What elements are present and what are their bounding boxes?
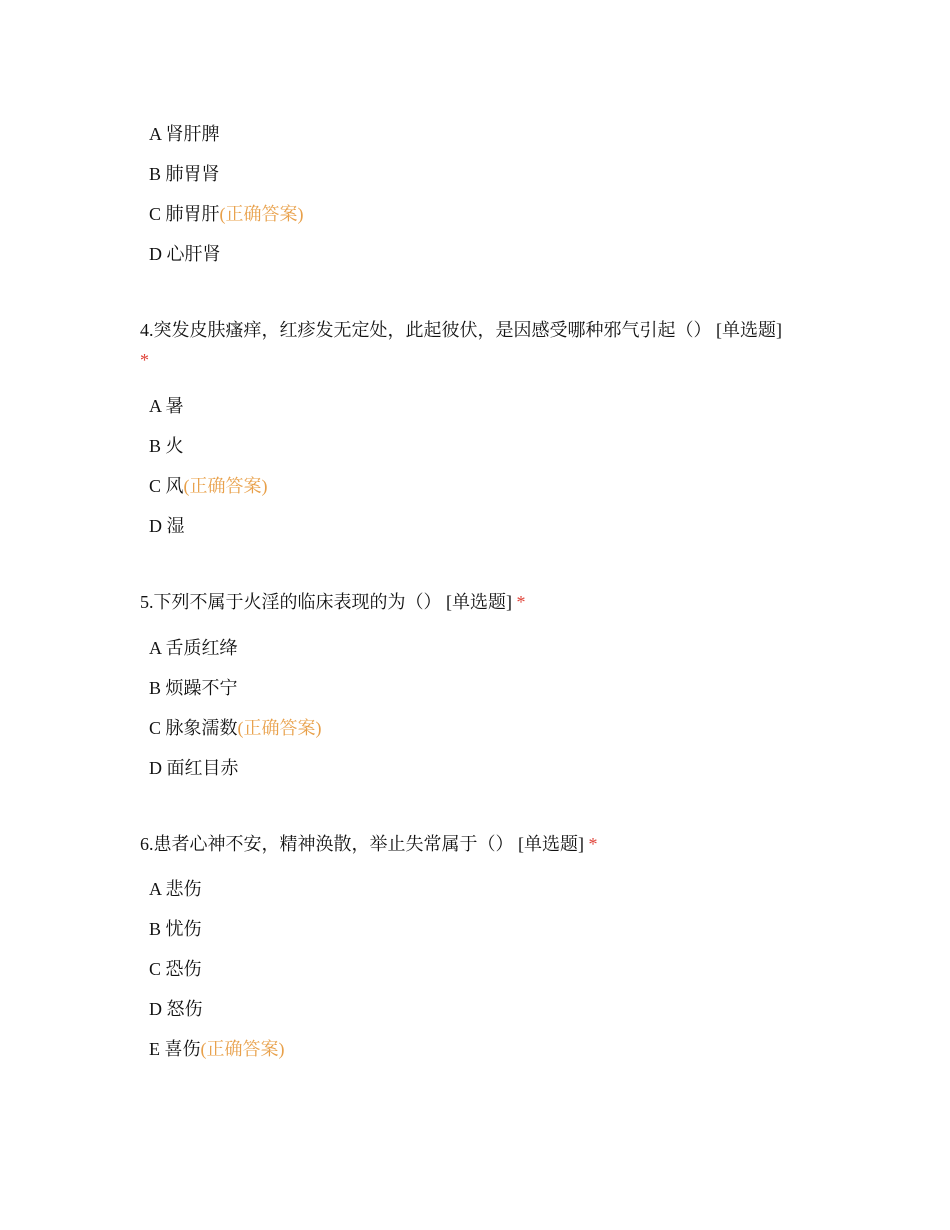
question-text: 6.患者心神不安，精神涣散，举止失常属于（） [单选题]	[140, 834, 584, 854]
correct-answer-tag: (正确答案)	[200, 1039, 285, 1059]
option-letter: B	[149, 436, 162, 456]
q3-option-d	[149, 234, 749, 274]
q6-option-c	[149, 949, 749, 989]
question-text: 5.下列不属于火淫的临床表现的为（） [单选题]	[140, 592, 512, 612]
q3-option-c	[149, 194, 749, 234]
q5-option-d	[149, 748, 749, 788]
option-text: 肺胃肝	[165, 204, 220, 224]
q3-option-b	[149, 154, 749, 194]
option-text: 怒伤	[166, 999, 203, 1019]
option-text: 喜伤	[164, 1039, 201, 1059]
q5-option-a	[149, 628, 749, 668]
q4-options	[149, 386, 749, 546]
correct-answer-tag: (正确答案)	[183, 476, 268, 496]
q4-option-d	[149, 506, 749, 546]
option-text: 暑	[165, 396, 184, 416]
option-letter: A	[149, 879, 162, 899]
option-letter: C	[149, 959, 162, 979]
q3-options	[149, 114, 749, 274]
question-title	[140, 587, 820, 617]
option-letter: C	[149, 718, 162, 738]
option-letter: A	[149, 396, 162, 416]
q6-option-e	[149, 1029, 749, 1069]
q6-block	[140, 829, 820, 859]
q4-option-a	[149, 386, 749, 426]
option-text: 火	[165, 436, 184, 456]
required-asterisk: *	[588, 834, 598, 854]
option-text: 肾肝脾	[165, 124, 220, 144]
q5-option-c	[149, 708, 749, 748]
option-text: 湿	[166, 516, 185, 536]
option-text: 烦躁不宁	[165, 678, 238, 698]
q5-options	[149, 628, 749, 788]
option-text: 悲伤	[165, 879, 202, 899]
option-letter: E	[149, 1039, 160, 1059]
q3-option-a	[149, 114, 749, 154]
q5-option-b	[149, 668, 749, 708]
q5-block	[140, 587, 820, 617]
question-title	[140, 315, 820, 375]
q4-option-b	[149, 426, 749, 466]
q6-option-b	[149, 909, 749, 949]
option-letter: B	[149, 919, 162, 939]
option-letter: A	[149, 124, 162, 144]
q6-option-a	[149, 869, 749, 909]
option-text: 忧伤	[165, 919, 202, 939]
option-text: 脉象濡数	[165, 718, 238, 738]
option-text: 恐伤	[165, 959, 202, 979]
option-letter: C	[149, 204, 162, 224]
option-letter: B	[149, 164, 162, 184]
option-letter: D	[149, 999, 162, 1019]
option-text: 心肝肾	[166, 244, 221, 264]
correct-answer-tag: (正确答案)	[237, 718, 322, 738]
option-letter: D	[149, 516, 162, 536]
correct-answer-tag: (正确答案)	[219, 204, 304, 224]
option-letter: D	[149, 758, 162, 778]
required-asterisk: *	[140, 350, 149, 370]
option-text: 面红目赤	[166, 758, 239, 778]
q4-block	[140, 315, 820, 375]
q4-option-c	[149, 466, 749, 506]
option-text: 肺胃肾	[165, 164, 220, 184]
required-asterisk: *	[516, 592, 526, 612]
option-letter: D	[149, 244, 162, 264]
option-letter: C	[149, 476, 162, 496]
q6-options	[149, 869, 749, 1069]
q6-option-d	[149, 989, 749, 1029]
question-title	[140, 829, 820, 859]
option-letter: A	[149, 638, 162, 658]
option-text: 舌质红绛	[165, 638, 238, 658]
option-letter: B	[149, 678, 162, 698]
question-text: 4.突发皮肤瘙痒，红疹发无定处，此起彼伏，是因感受哪种邪气引起（） [单选题]	[140, 320, 782, 340]
option-text: 风	[165, 476, 184, 496]
